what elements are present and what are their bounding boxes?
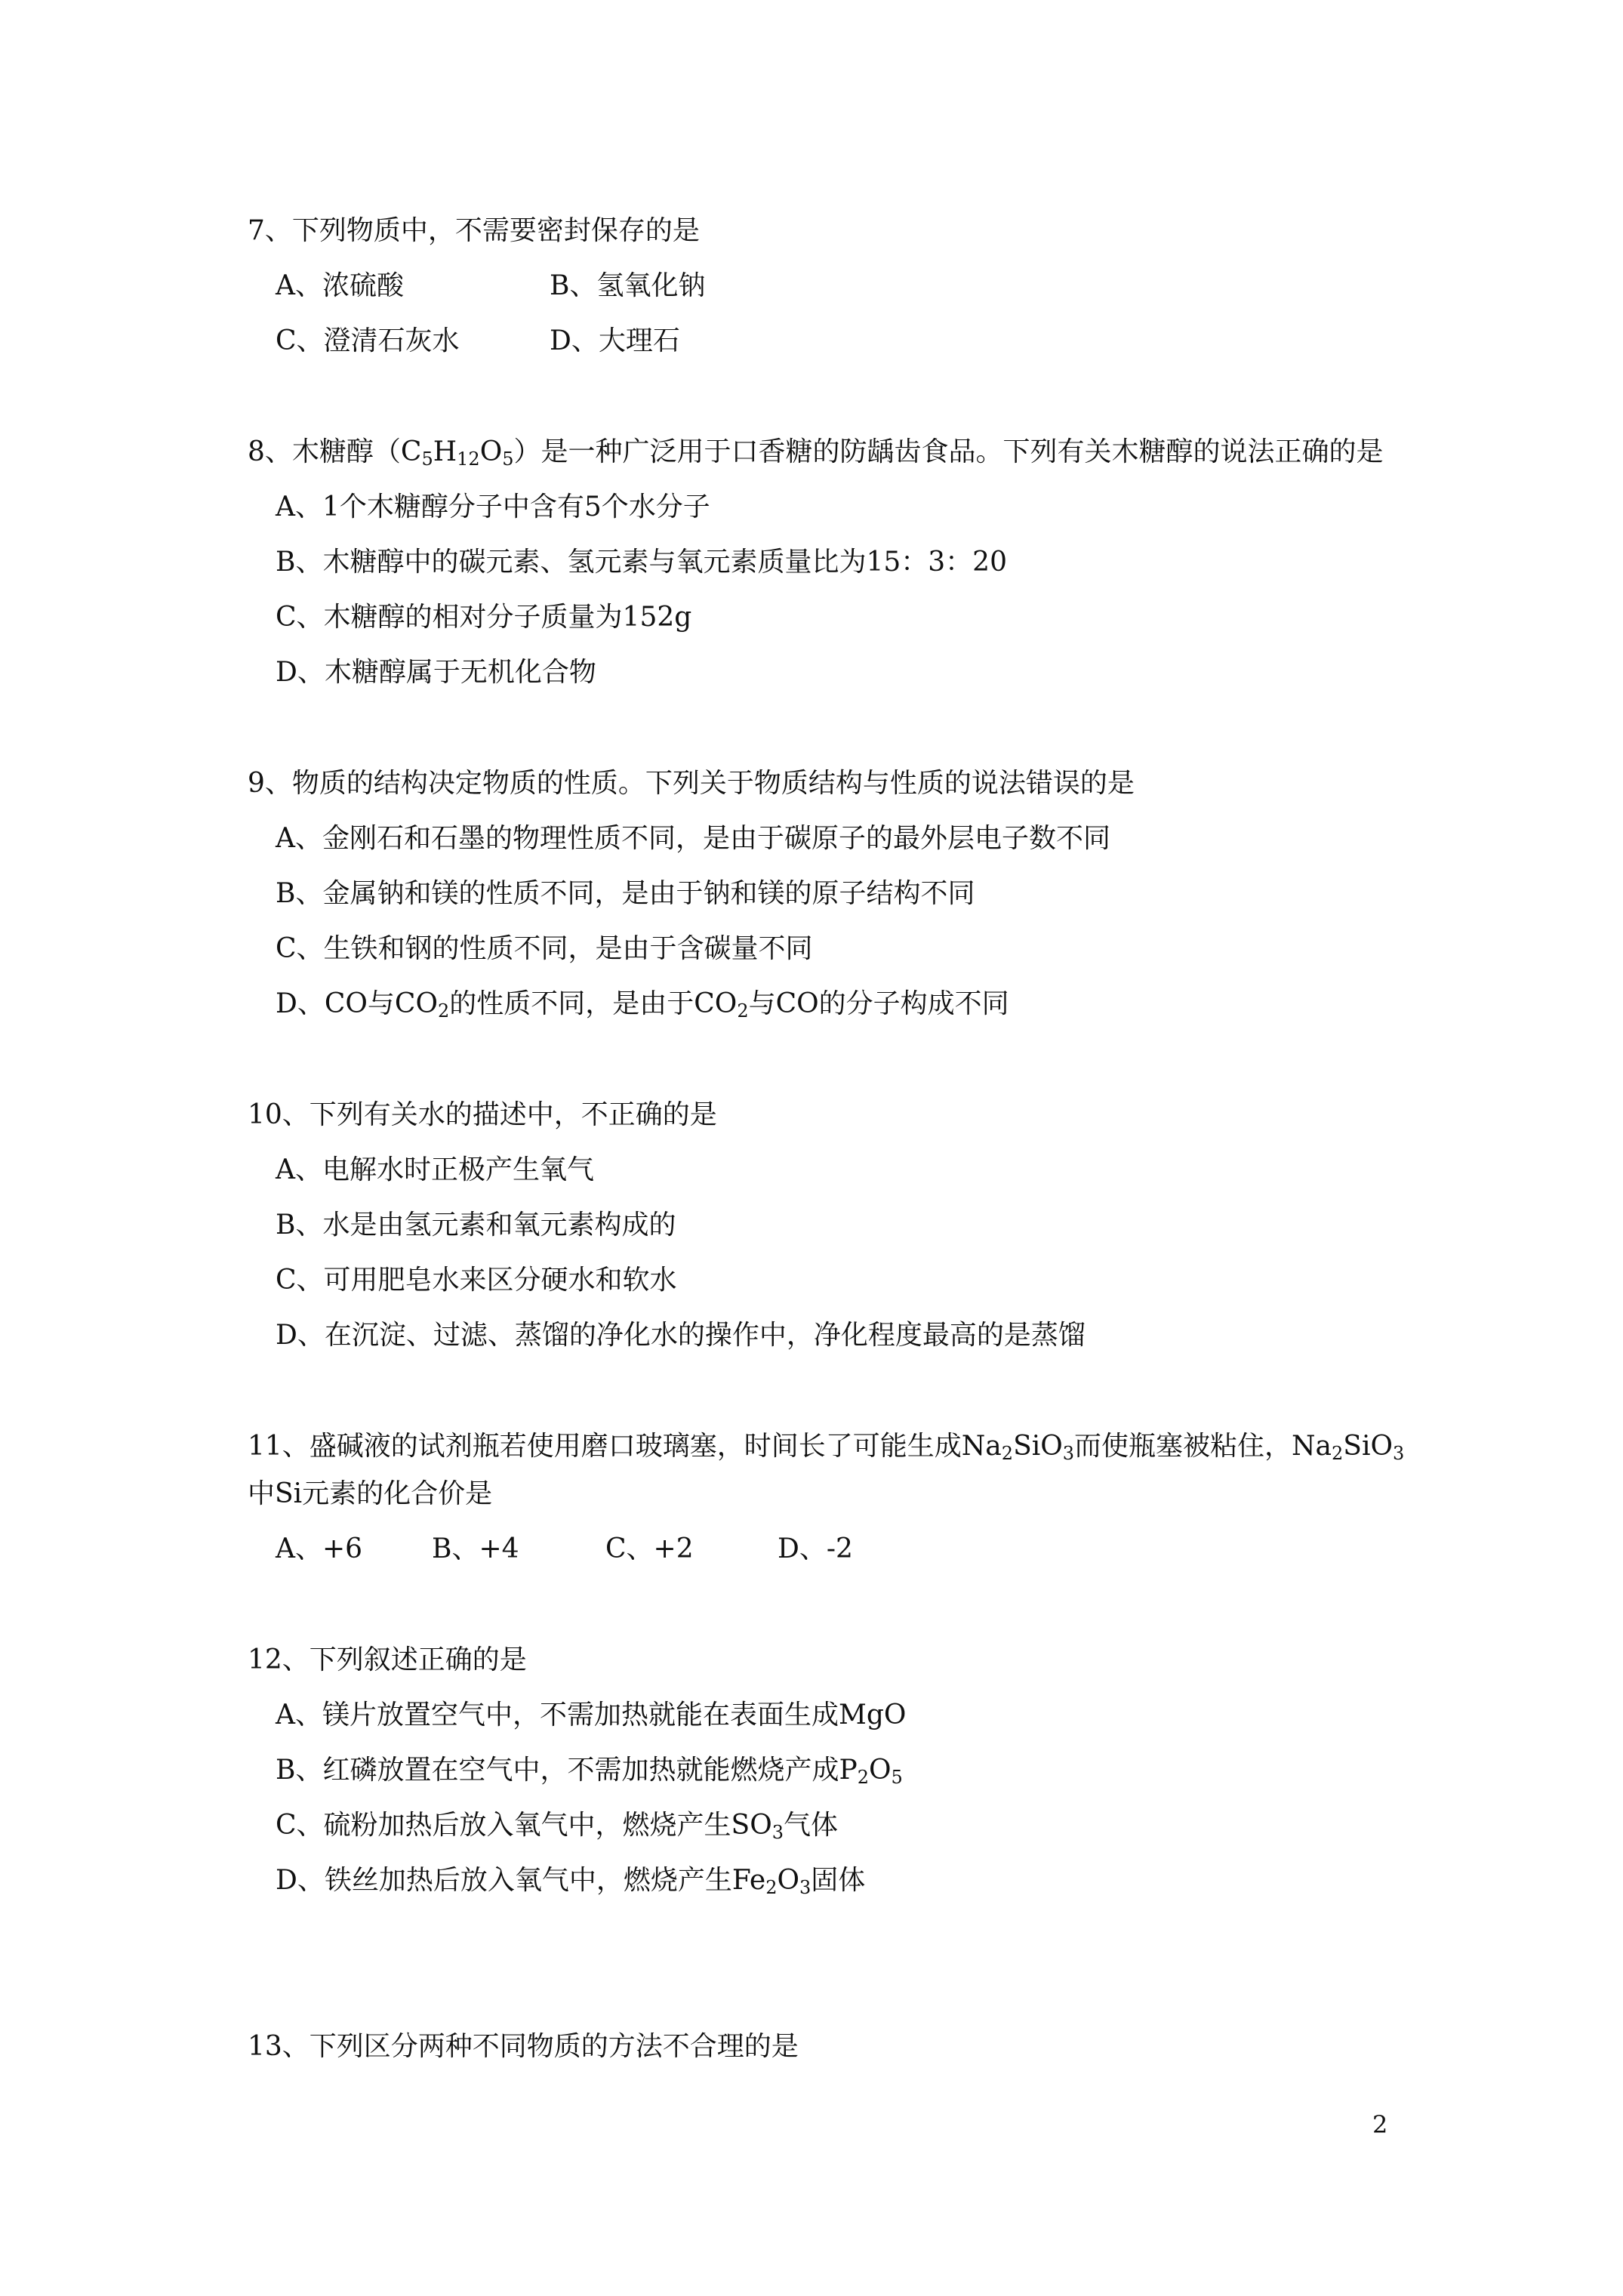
q12-option-b: B、红磷放置在空气中，不需加热就能燃烧产成$P_2O_5$ xyxy=(276,1755,903,1788)
q8-option-c: C、木糖醇的相对分子质量为152g xyxy=(276,602,692,633)
q10-option-c: C、可用肥皂水来区分硬水和软水 xyxy=(276,1265,677,1296)
q7-option-a: A、浓硫酸 xyxy=(276,270,404,301)
q12-stem: 12、下列叙述正确的是 xyxy=(248,1644,527,1675)
q7-option-b: B、氢氧化钠 xyxy=(550,270,706,301)
q10-stem: 10、下列有关水的描述中，不正确的是 xyxy=(248,1099,717,1130)
q10-option-b: B、水是由氢元素和氧元素构成的 xyxy=(276,1210,676,1240)
q10-option-d: D、在沉淀、过滤、蒸馏的净化水的操作中，净化程度最高的是蒸馏 xyxy=(276,1320,1086,1351)
q7-stem: 7、下列物质中，不需要密封保存的是 xyxy=(248,215,700,246)
q8-option-b: B、木糖醇中的碳元素、氢元素与氧元素质量比为15：3：20 xyxy=(276,547,1007,578)
q11-option-b: B、+4 xyxy=(432,1533,519,1564)
q9-stem: 9、物质的结构决定物质的性质。下列关于物质结构与性质的说法错误的是 xyxy=(248,768,1135,799)
q10-option-a: A、电解水时正极产生氧气 xyxy=(276,1154,594,1185)
q11-stem-line2: 中Si元素的化合价是 xyxy=(248,1478,493,1509)
q12-option-a: A、镁片放置空气中，不需加热就能在表面生成MgO xyxy=(276,1700,907,1730)
q12-option-c: C、硫粉加热后放入氧气中，燃烧产生$SO_3$气体 xyxy=(276,1810,839,1843)
q8-stem: 8、木糖醇$(C_5H_{12}O_5)$是一种广泛用于口香糖的防龋齿食品。下列有关木糖醇的说法正确的是 xyxy=(248,436,1384,470)
q9-option-c: C、生铁和钢的性质不同，是由于含碳量不同 xyxy=(276,933,813,964)
q9-option-b: B、金属钠和镁的性质不同，是由于钠和镁的原子结构不同 xyxy=(276,878,975,909)
q11-option-a: A、+6 xyxy=(276,1533,363,1564)
q8-option-a: A、1个木糖醇分子中含有5个水分子 xyxy=(276,492,710,522)
q8-option-d: D、木糖醇属于无机化合物 xyxy=(276,657,596,688)
q11-stem-line1: 11、盛碱液的试剂瓶若使用磨口玻璃塞，时间长了可能生成$Na_2SiO_3$而使瓶塞被粘住，$Na_2SiO_3$ xyxy=(248,1431,1405,1464)
q11-option-c: C、+2 xyxy=(605,1533,694,1564)
q12-option-d: D、铁丝加热后放入氧气中，燃烧产生$Fe_2O_3$固体 xyxy=(276,1865,866,1898)
q9-option-d: D、CO与$CO_2$的性质不同，是由于$CO_2$与CO的分子构成不同 xyxy=(276,988,1009,1022)
q7-option-d: D、大理石 xyxy=(550,325,680,356)
q13-stem: 13、下列区分两种不同物质的方法不合理的是 xyxy=(248,2031,799,2062)
q7-option-c: C、澄清石灰水 xyxy=(276,325,460,356)
q9-option-a: A、金刚石和石墨的物理性质不同，是由于碳原子的最外层电子数不同 xyxy=(276,823,1110,854)
page-number: 2 xyxy=(1372,2110,1388,2139)
q11-option-d: D、-2 xyxy=(778,1533,853,1564)
